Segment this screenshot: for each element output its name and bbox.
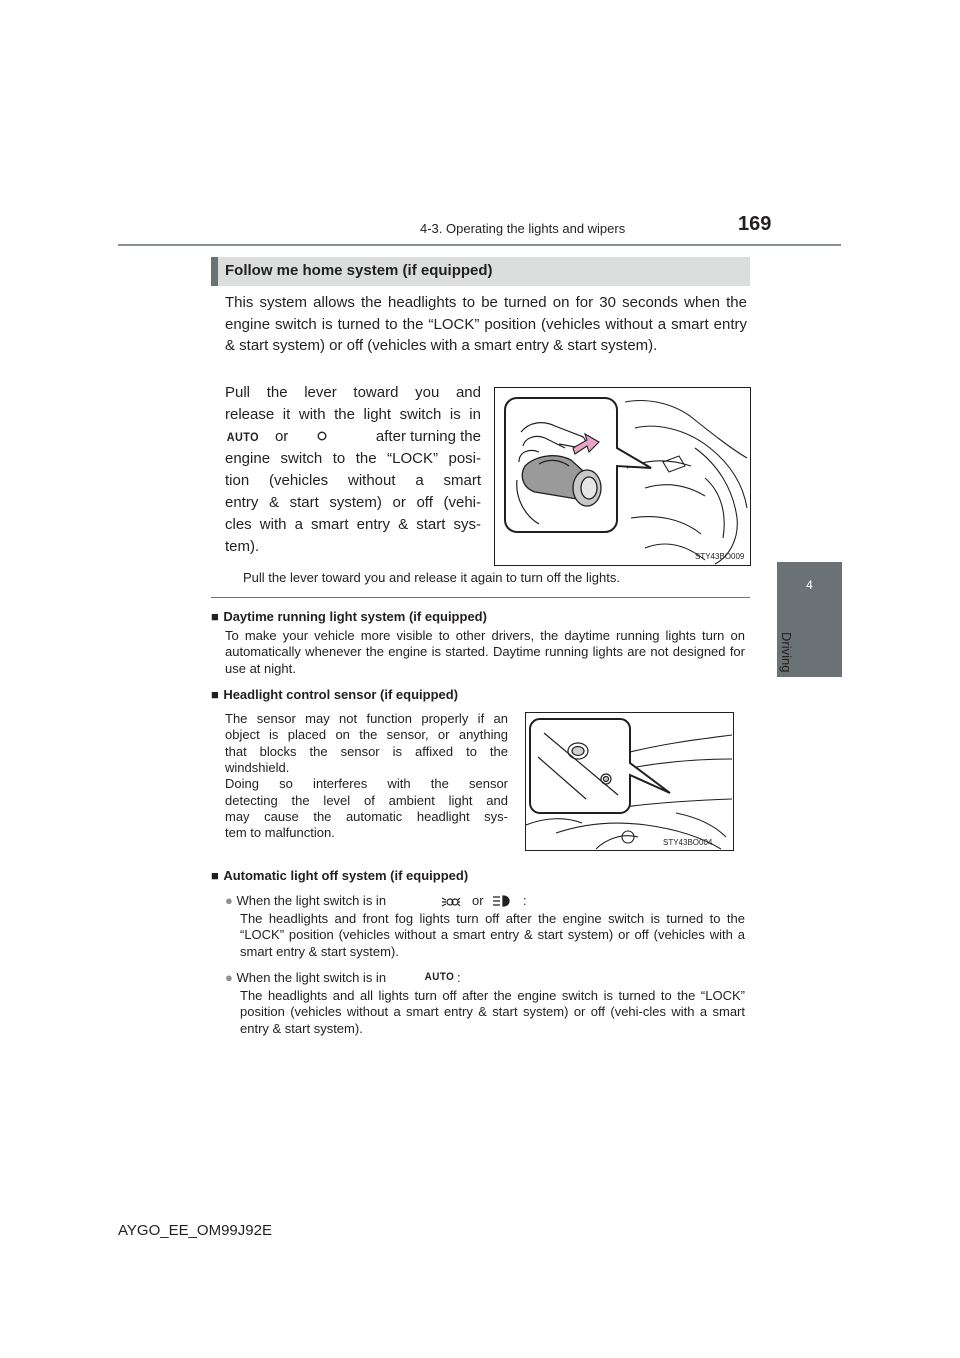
chapter-label: Driving xyxy=(779,632,794,673)
item2-colon: : xyxy=(457,970,461,985)
sensor-line-4: windshield. xyxy=(225,760,290,775)
sensor-line-1: The sensor may not function properly if an xyxy=(225,711,508,726)
auto-switch-icon: AUTO xyxy=(424,971,455,983)
sensor-illustration xyxy=(525,712,734,851)
drl-heading: Daytime running light system (if equipped) xyxy=(223,609,487,624)
item1-lead-text: When the light switch is in xyxy=(236,893,387,908)
sensor-line-5: Doing so interferes with the sensor xyxy=(225,776,508,791)
pull-line-3 xyxy=(225,426,481,448)
section-heading-bar xyxy=(211,257,218,286)
page-number: 169 xyxy=(738,213,772,235)
item1-body: The headlights and front fog lights turn off after the engine switch is turned to the “LOCK” position (vehicles without a smart entry & start system) or off (vehicles with a smart entry & start system). xyxy=(240,911,745,959)
header-rule xyxy=(118,244,841,246)
sensor-line-8: tem to malfunction. xyxy=(225,825,335,840)
pull-line-5: tion (vehicles without a smart xyxy=(225,472,481,489)
after-turning-text: after turning the xyxy=(375,428,481,445)
round-bullet-icon: ● xyxy=(225,970,233,985)
pull-line-8: tem). xyxy=(225,538,260,555)
intro-paragraph: This system allows the headlights to be turned on for 30 seconds when the engine switch is turned to the “LOCK” position (vehicles without a smart entry & start system) or off (vehicles with a smart entry & start system). xyxy=(225,294,747,354)
item1-or-text: or xyxy=(472,893,484,908)
pull-line-4: engine switch to the “LOCK” posi- xyxy=(225,450,481,467)
headlight-beam-icon xyxy=(491,894,513,908)
lever-illustration xyxy=(494,387,751,566)
section-divider xyxy=(211,597,750,598)
document-code: AYGO_EE_OM99J92E xyxy=(118,1222,272,1239)
section-heading-box xyxy=(211,257,750,286)
pull-line-6: entry & start system) or off (vehi- xyxy=(225,494,481,511)
auto-off-item-1-lead xyxy=(225,893,745,911)
sensor-heading: Headlight control sensor (if equipped) xyxy=(223,687,459,702)
sensor-line-6: detecting the level of ambient light and xyxy=(225,793,508,808)
drl-heading-row xyxy=(211,608,487,626)
item2-body: The headlights and all lights turn off after the engine switch is turned to the “LOCK” position (vehicles without a smart entry & start system) or off (vehi-cles with a smart entry & start system). xyxy=(240,988,745,1036)
figure-label: STY43BO004 xyxy=(663,838,713,847)
lever-drawing xyxy=(495,388,750,565)
or-text: or xyxy=(274,428,289,445)
auto-switch-icon: AUTO xyxy=(226,430,259,444)
square-bullet-icon: ■ xyxy=(211,609,219,624)
sensor-drawing xyxy=(526,713,733,850)
square-bullet-icon: ■ xyxy=(211,868,219,883)
round-bullet-icon: ● xyxy=(225,893,233,908)
sensor-heading-row xyxy=(211,686,458,704)
sensor-line-7: may cause the automatic headlight sys- xyxy=(225,809,508,824)
sensor-line-3: that blocks the sensor is affixed to the xyxy=(225,744,508,759)
item1-colon: : xyxy=(523,893,527,908)
figure-label: STY43BO009 xyxy=(695,552,745,561)
pull-line-2: release it with the light switch is in xyxy=(225,406,481,423)
headlight-switch-icon xyxy=(317,431,327,441)
section-title: 4-3. Operating the lights and wipers xyxy=(420,221,626,236)
auto-off-heading: Automatic light off system (if equipped) xyxy=(223,868,469,883)
note-text: Pull the lever toward you and release it again to turn off the lights. xyxy=(243,570,620,585)
auto-off-item-2-lead xyxy=(225,970,745,988)
drl-body: To make your vehicle more visible to other drivers, the daytime running lights turn on automatically whenever the engine is started. Daytime running lights are not designed for use at night. xyxy=(225,628,745,676)
square-bullet-icon: ■ xyxy=(211,687,219,702)
section-heading: Follow me home system (if equipped) xyxy=(225,262,493,279)
pull-line-1: Pull the lever toward you and xyxy=(225,384,481,401)
tail-light-switch-icon xyxy=(440,895,462,909)
auto-off-heading-row xyxy=(211,867,468,885)
sensor-line-2: object is placed on the sensor, or anything xyxy=(225,727,508,742)
chapter-number: 4 xyxy=(806,578,813,592)
item2-lead-text: When the light switch is in xyxy=(236,970,387,985)
pull-line-7: cles with a smart entry & start sys- xyxy=(225,516,481,533)
